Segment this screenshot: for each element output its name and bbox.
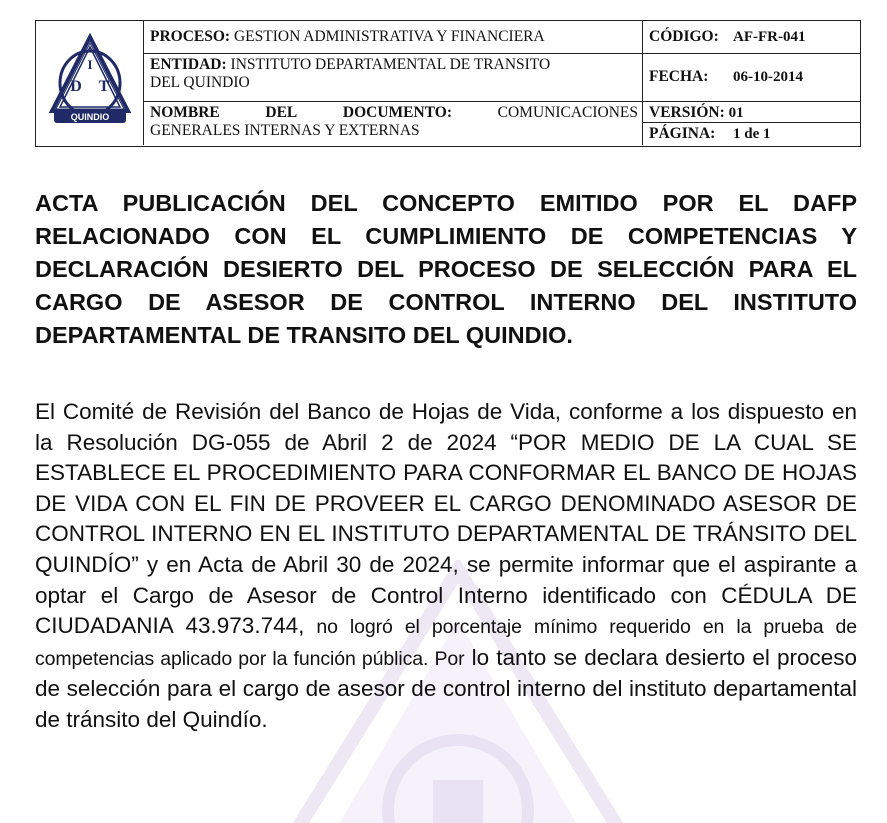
docname-word-3: DOCUMENTO:: [342, 104, 452, 121]
entity-value-line1: INSTITUTO DEPARTAMENTAL DE TRANSITO: [230, 56, 551, 73]
logo-letter-d: D: [69, 78, 82, 95]
document-name-line1: [150, 104, 638, 122]
entity-value-line2: DEL QUINDIO: [150, 74, 250, 91]
docname-word-1: NOMBRE: [150, 104, 220, 121]
version-label: VERSIÓN:: [649, 104, 725, 121]
document-name-line2: GENERALES INTERNAS Y EXTERNAS: [150, 122, 420, 139]
date-row: [643, 53, 860, 101]
page-value: 1 de 1: [733, 126, 771, 142]
logo-banner: QUINDIO: [70, 112, 109, 122]
docname-word-4: COMUNICACIONES: [497, 104, 638, 121]
docname-word-2: DEL: [265, 104, 298, 121]
header-right-column: [642, 21, 860, 145]
idt-logo: [48, 33, 132, 133]
body-part-2: no logró el porcentaje mínimo requerido en la prueba de competencias aplicado por la función pública. Por: [35, 616, 857, 670]
document-name-row: [144, 101, 644, 145]
header-middle-column: [144, 21, 644, 145]
version-row: [643, 101, 860, 122]
process-value: GESTION ADMINISTRATIVA Y FINANCIERA: [233, 28, 545, 45]
document-body: [35, 397, 857, 736]
code-value: AF-FR-041: [733, 29, 806, 45]
body-part-3: lo tanto se declara desierto el proceso de selección para el cargo de asesor de control interno del instituto departamental de tránsito del Quindío.: [35, 644, 857, 732]
code-row: [643, 21, 860, 53]
version-value: 01: [728, 105, 744, 121]
entity-row: [144, 53, 644, 101]
date-value: 06-10-2014: [733, 69, 803, 85]
process-row: [144, 21, 644, 53]
page-row: [643, 122, 860, 145]
document-title: ACTA PUBLICACIÓN DEL CONCEPTO EMITIDO POR EL DAFP RELACIONADO CON EL CUMPLIMIENTO DE COMPETENCIAS Y DECLARACIÓN DESIERTO DEL PROCESO DE SELECCIÓN PARA EL CARGO DE ASESOR DE CONTROL INTERNO DEL INSTITUTO DEPARTAMENTAL DE TRANSITO DEL QUINDIO.: [35, 190, 857, 348]
logo-letter-t: T: [98, 78, 109, 95]
date-label: FECHA:: [649, 68, 709, 85]
logo-letter-i: I: [86, 57, 93, 72]
page-label: PÁGINA:: [649, 125, 716, 142]
document-header: [35, 20, 861, 147]
entity-label: ENTIDAD:: [150, 56, 227, 73]
body-part-1: El Comité de Revisión del Banco de Hojas de Vida, conforme a los dispuesto en la Resolución DG-055 de Abril 2 de 2024 “POR MEDIO DE LA CUAL SE ESTABLECE EL PROCEDIMIENTO PARA CONFORMAR EL BANCO DE HOJAS DE VIDA CON EL FIN DE PROVEER EL CARGO DENOMINADO ASESOR DE CONTROL INTERNO EN EL INSTITUTO DEPARTAMENTAL DE TRÁNSITO DEL QUINDÍO” y en Acta de Abril 30 de 2024, se permite informar que el aspirante a optar el Cargo de Asesor de Control Interno identificado con CÉDULA DE CIUDADANIA 43.973.744,: [35, 399, 857, 639]
process-label: PROCESO:: [150, 28, 231, 45]
code-label: CÓDIGO:: [649, 28, 719, 45]
logo-cell: [36, 21, 144, 145]
